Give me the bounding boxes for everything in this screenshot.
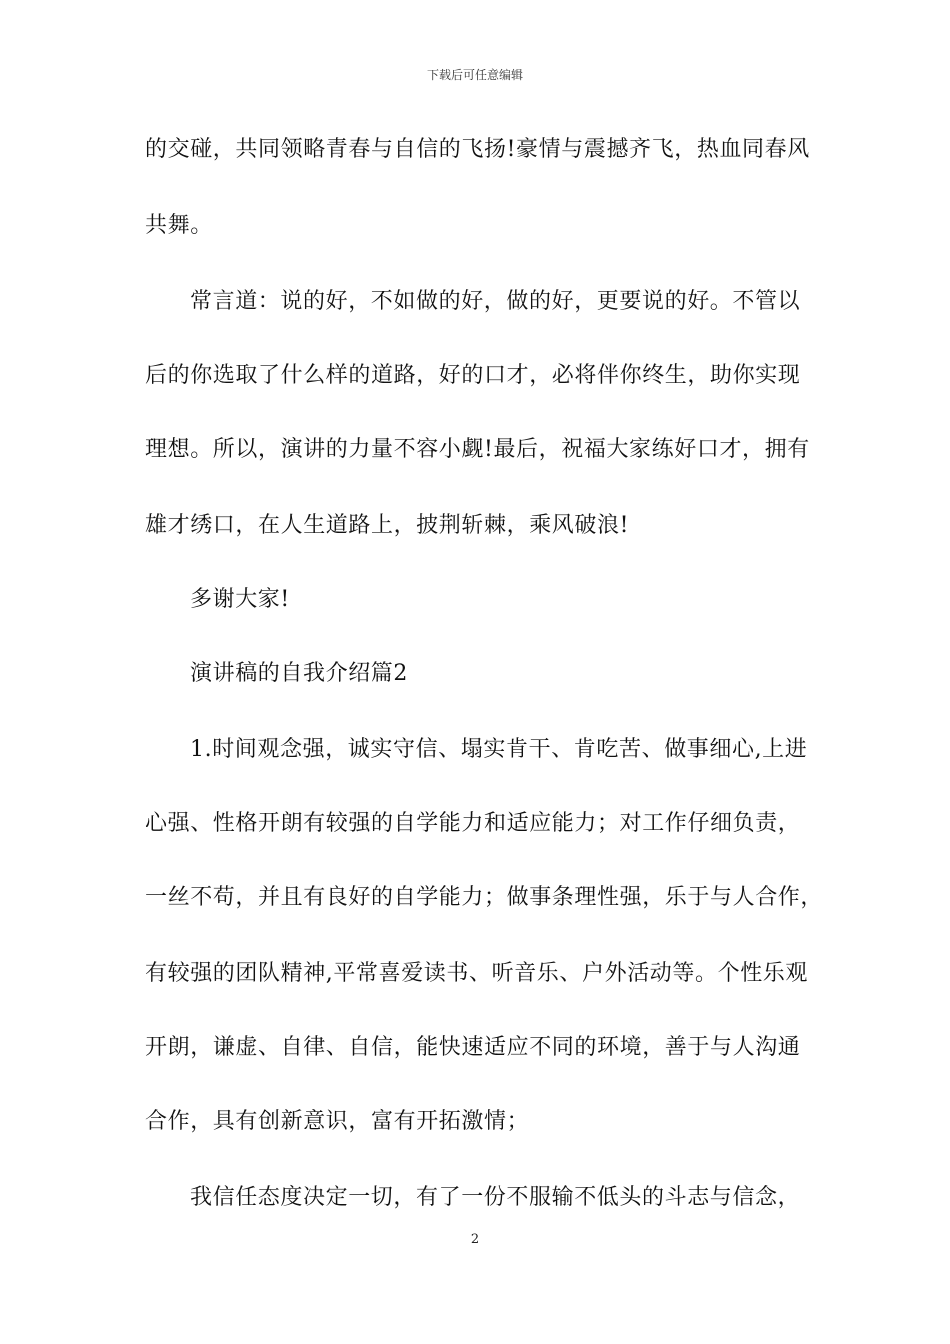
paragraph-line: 有较强的团队精神,平常喜爱读书、听音乐、户外活动等。个性乐观 [145, 961, 808, 986]
paragraph-line: 常言道：说的好，不如做的好，做的好，更要说的好。不管以 [190, 289, 801, 314]
paragraph-line: 心强、性格开朗有较强的自学能力和适应能力；对工作仔细负责， [145, 811, 801, 836]
page-number: 2 [470, 1232, 480, 1247]
paragraph-line: 共舞。 [145, 213, 213, 238]
paragraph-line: 合作，具有创新意识，富有开拓激情； [145, 1109, 530, 1134]
paragraph-line: 一丝不苟，并且有良好的自学能力；做事条理性强，乐于与人合作， [145, 885, 824, 910]
paragraph-line: 理想。所以，演讲的力量不容小觑!最后，祝福大家练好口才，拥有 [145, 437, 810, 462]
paragraph-line: 雄才绣口，在人生道路上，披荆斩棘，乘风破浪! [145, 513, 630, 538]
paragraph-line: 开朗，谦虚、自律、自信，能快速适应不同的环境，善于与人沟通 [145, 1035, 801, 1060]
paragraph-line: 1.时间观念强，诚实守信、塌实肯干、肯吃苦、做事细心,上进 [190, 737, 808, 762]
section-heading: 演讲稿的自我介绍篇2 [190, 661, 408, 686]
paragraph-line: 多谢大家! [190, 587, 290, 612]
paragraph-line: 我信任态度决定一切，有了一份不服输不低头的斗志与信念， [190, 1185, 801, 1210]
paragraph-line: 的交碰，共同领略青春与自信的飞扬!豪情与震撼齐飞，热血同春风 [145, 137, 810, 162]
paragraph-line: 后的你选取了什么样的道路，好的口才，必将伴你终生，助你实现 [145, 363, 801, 388]
page-header: 下载后可任意编辑 [426, 68, 523, 82]
